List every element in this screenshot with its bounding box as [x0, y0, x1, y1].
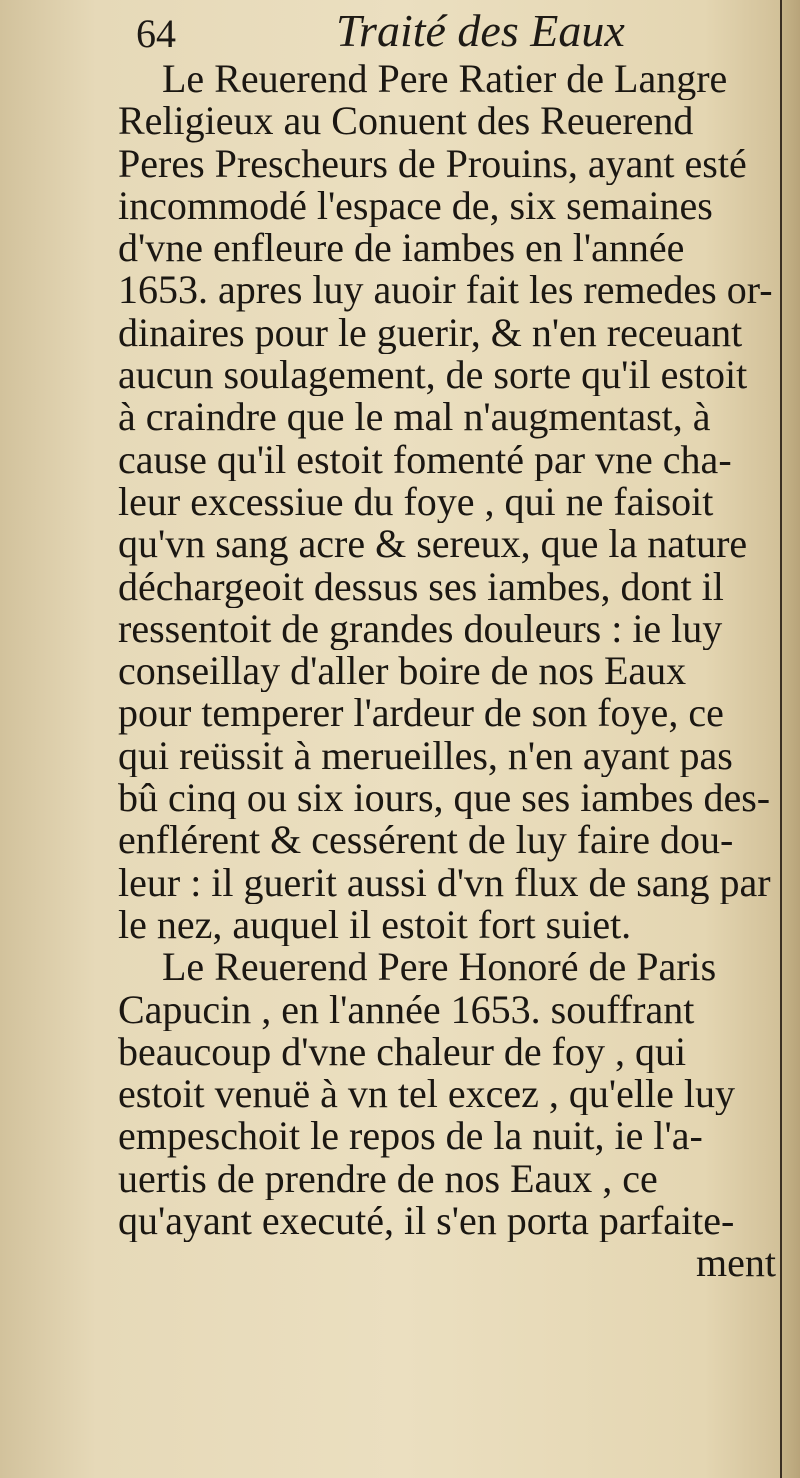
text-line: déchargeoit dessus ses iambes, dont il	[118, 565, 724, 608]
text-line: qui reüssit à merueilles, n'en ayant pas	[118, 734, 733, 778]
text-line: Capucin , en l'année 1653. souffrant	[118, 988, 695, 1031]
text-line: Le Reuerend Pere Honoré de Paris	[162, 946, 717, 989]
text-line: conseillay d'aller boire de nos Eaux	[118, 650, 687, 693]
text-line: pour temperer l'ardeur de son foye, ce	[118, 692, 724, 735]
text-line: leur excessiue du foye , qui ne faisoit	[118, 480, 714, 524]
text-line: 1653. apres luy auoir fait les remedes or-	[118, 269, 773, 312]
text-line: estoit venuë à vn tel excez , qu'elle luy	[118, 1073, 735, 1116]
page-header	[136, 4, 776, 56]
text-line: d'vne enfleure de iambes en l'année	[118, 227, 685, 270]
text-line: Religieux au Conuent des Reuerend	[118, 100, 694, 143]
text-line: enflérent & cessérent de luy faire dou-	[118, 819, 734, 862]
text-line: qu'ayant executé, il s'en porta parfaite-	[118, 1200, 735, 1243]
running-head: Traité des Eaux	[336, 5, 625, 56]
catchword: ment	[696, 1242, 776, 1285]
text-line: Le Reuerend Pere Ratier de Langre	[162, 58, 728, 101]
text-line: beaucoup d'vne chaleur de foy , qui	[118, 1030, 687, 1074]
text-line: aucun soulagement, de sorte qu'il estoit	[118, 354, 748, 397]
text-line: cause qu'il estoit fomenté par vne cha-	[118, 438, 732, 481]
text-line: bû cinq ou six iours, que ses iambes des-	[118, 777, 771, 820]
body-text	[118, 58, 784, 1285]
page-number: 64	[136, 11, 176, 56]
text-line: à craindre que le mal n'augmentast, à	[118, 396, 711, 439]
text-line: dinaires pour le guerir, & n'en receuant	[118, 311, 743, 355]
text-line: incommodé l'espace de, six semaines	[118, 184, 713, 228]
text-line: le nez, auquel il estoit fort suiet.	[118, 903, 632, 947]
text-line: Peres Prescheurs de Prouins, ayant esté	[118, 142, 747, 185]
text-line: uertis de prendre de nos Eaux , ce	[118, 1157, 658, 1201]
text-line: qu'vn sang acre & sereux, que la nature	[118, 523, 748, 566]
text-line: leur : il guerit aussi d'vn flux de sang par	[118, 861, 771, 904]
text-line: empeschoit le repos de la nuit, ie l'a-	[118, 1115, 703, 1158]
text-line: ressentoit de grandes douleurs : ie luy	[118, 607, 723, 651]
